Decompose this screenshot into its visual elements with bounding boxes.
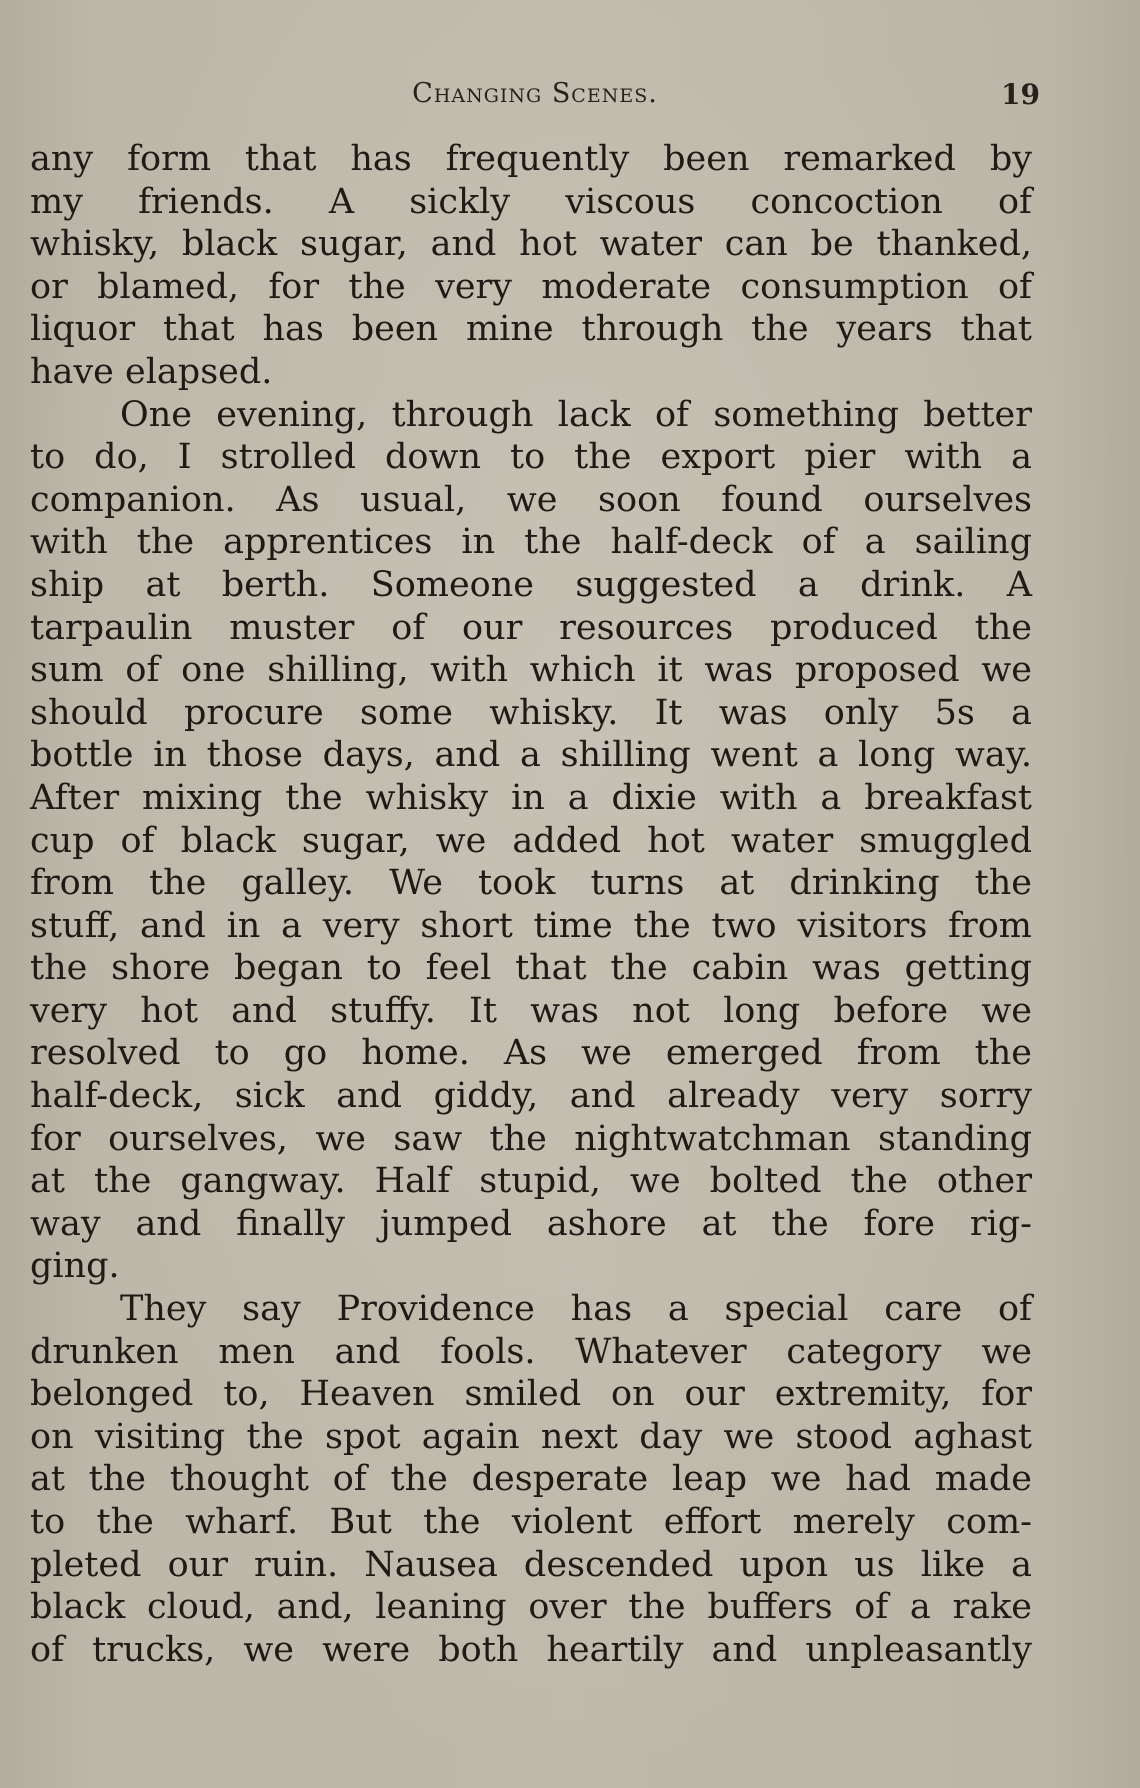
text-line: After mixing the whisky in a dixie with a breakfast (30, 777, 1032, 818)
body-text (30, 138, 1032, 1671)
text-line: to the wharf. But the violent effort merely com- (30, 1502, 1032, 1542)
text-line: have elapsed. (30, 351, 273, 392)
text-line: pleted our ruin. Nausea descended upon us like a (30, 1544, 1032, 1585)
text-line: bottle in those days, and a shilling went a long way. (30, 735, 1032, 776)
text-line: They say Providence has a special care of (120, 1289, 1032, 1330)
text-line: ging. (30, 1246, 120, 1287)
text-line: sum of one shilling, with which it was proposed we (30, 650, 1032, 691)
text-line: companion. As usual, we soon found ourselves (30, 479, 1032, 520)
text-line: way and finally jumped ashore at the fore rig- (30, 1203, 1032, 1244)
text-line: resolved to go home. As we emerged from the (30, 1033, 1032, 1074)
text-line: One evening, through lack of something better (120, 394, 1032, 435)
text-line: of trucks, we were both heartily and unpleasantly (30, 1629, 1032, 1670)
text-line: for ourselves, we saw the nightwatchman standing (30, 1118, 1032, 1159)
text-line: cup of black sugar, we added hot water smuggled (30, 820, 1032, 861)
text-line: tarpaulin muster of our resources produced the (30, 607, 1032, 648)
paragraph-2 (30, 394, 1032, 1288)
text-line: to do, I strolled down to the export pier with a (30, 437, 1032, 478)
text-line: whisky, black sugar, and hot water can be thanked, (30, 224, 1032, 265)
text-line: at the gangway. Half stupid, we bolted the other (30, 1161, 1032, 1202)
text-line: at the thought of the desperate leap we had made (30, 1459, 1032, 1500)
text-line: half-deck, sick and giddy, and already very sorry (30, 1076, 1032, 1117)
text-line: or blamed, for the very moderate consumption of (30, 266, 1032, 307)
text-line: any form that has frequently been remarked by (30, 139, 1032, 179)
text-line: should procure some whisky. It was only 5s a (30, 692, 1032, 733)
text-line: black cloud, and, leaning over the buffers of a rake (30, 1587, 1032, 1628)
paragraph-1 (30, 138, 1032, 394)
running-head (30, 78, 1040, 118)
running-title: Changing Scenes. (412, 78, 658, 109)
page-number: 19 (1001, 78, 1040, 111)
text-line: on visiting the spot again next day we stood aghast (30, 1416, 1032, 1457)
text-line: ship at berth. Someone suggested a drink. A (30, 564, 1032, 605)
text-line: liquor that has been mine through the years that (30, 309, 1032, 350)
text-line: from the galley. We took turns at drinking the (30, 863, 1032, 904)
text-line: belonged to, Heaven smiled on our extremity, for (30, 1374, 1032, 1415)
paragraph-3 (30, 1288, 1032, 1671)
text-line: drunken men and fools. Whatever category we (30, 1331, 1032, 1372)
text-line: stuff, and in a very short time the two visitors from (30, 905, 1032, 946)
text-line: my friends. A sickly viscous concoction of (30, 181, 1032, 222)
text-line: very hot and stuffy. It was not long before we (30, 990, 1032, 1031)
text-line: the shore began to feel that the cabin was getting (30, 948, 1032, 989)
text-line: with the apprentices in the half-deck of a sailing (30, 522, 1032, 563)
